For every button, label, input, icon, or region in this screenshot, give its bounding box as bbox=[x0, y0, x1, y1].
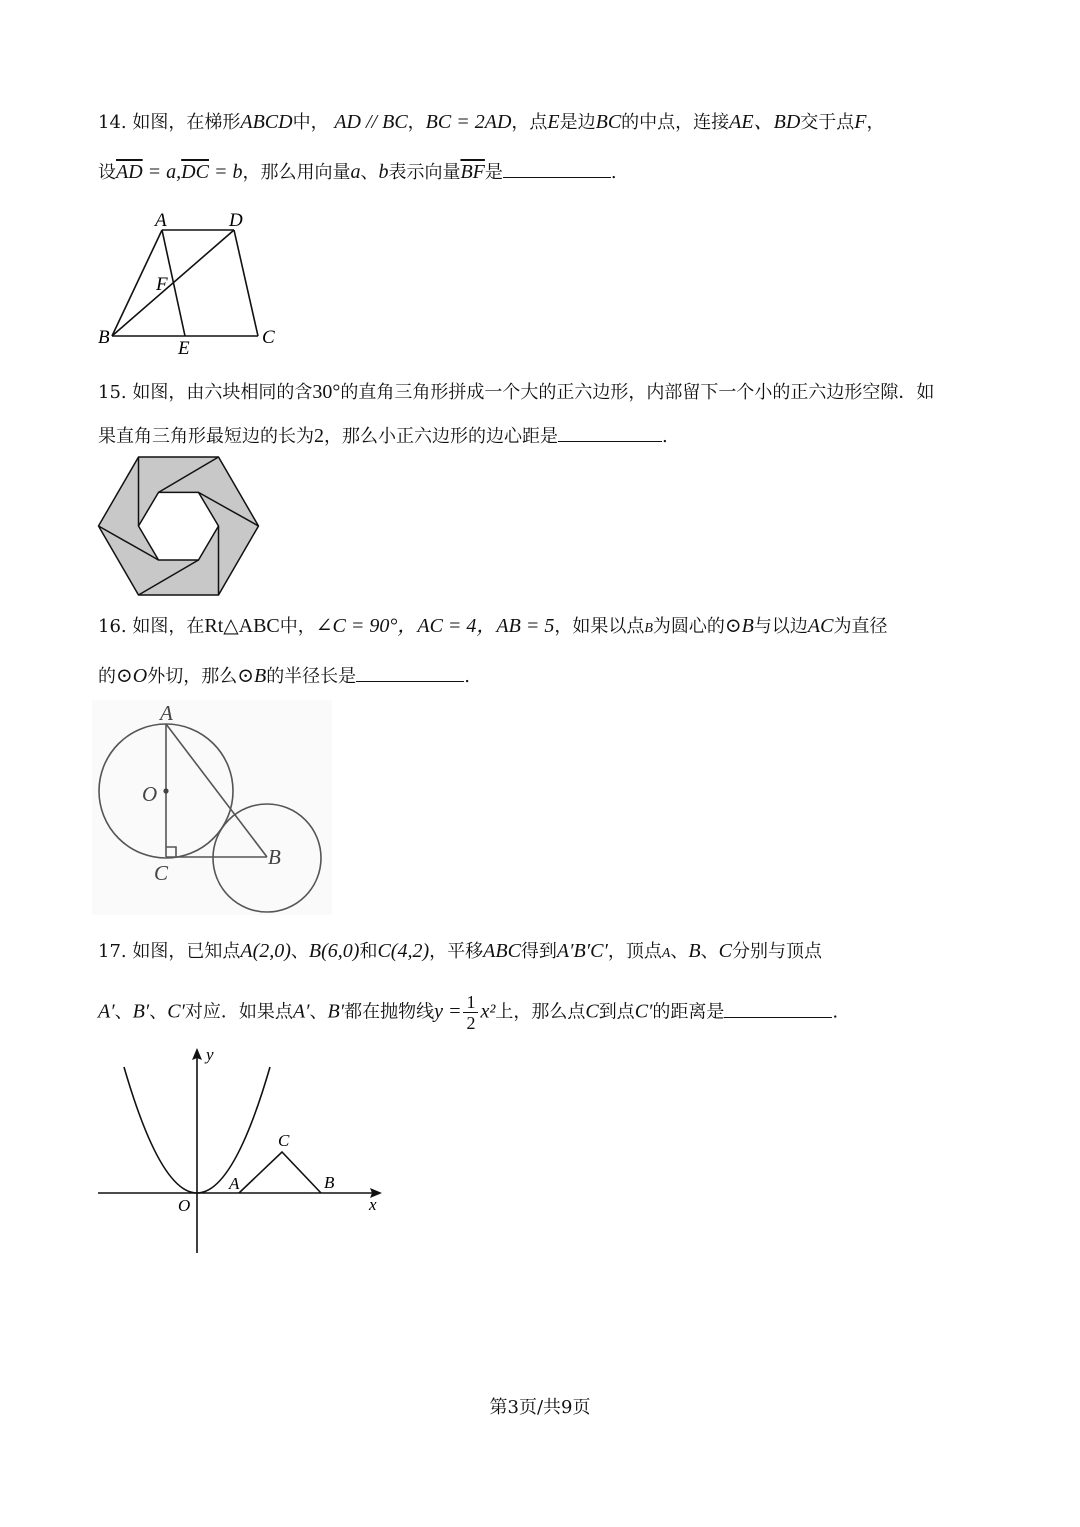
q15-line1: 15. 如图，由六块相同的含30°的直角三角形拼成一个大的正六边形，内部留下一个小的正六边形空隙．如 bbox=[98, 381, 935, 403]
q15-answer-blank[interactable] bbox=[558, 423, 662, 442]
q14-trapezoid-figure bbox=[92, 208, 292, 358]
q16-line1: 16. 如图，在Rt△ABC中，∠C = 90°，AC = 4，AB = 5，如果以点B为圆心的⊙B与以边AC为直径 bbox=[98, 615, 888, 637]
q16-line2: 的⊙O外切，那么⊙B的半径长是 . bbox=[98, 665, 470, 687]
q17-label-O: O bbox=[178, 1196, 191, 1215]
q16-answer-blank[interactable] bbox=[356, 663, 464, 682]
q14-number: 14. bbox=[98, 112, 127, 133]
q14-line1: 14. 如图，在梯形ABCD中， AD // BC，BC = 2AD，点E是边BC的中点，连接AE、BD交于点F， bbox=[98, 111, 885, 133]
q15-number: 15. bbox=[98, 382, 127, 403]
q15-line2: 果直角三角形最短边的长为2，那么小正六边形的边心距是 . bbox=[98, 425, 668, 447]
q14-answer-blank[interactable] bbox=[503, 159, 611, 178]
q16-number: 16. bbox=[98, 616, 127, 637]
q17-label-x: x bbox=[369, 1195, 377, 1214]
page-footer: 第3页/共9页 bbox=[489, 1397, 591, 1418]
q14-label-A: A bbox=[155, 210, 167, 231]
q17-label-C: C bbox=[278, 1131, 290, 1150]
q15-hexagon-figure bbox=[96, 454, 266, 604]
q14-label-E: E bbox=[178, 338, 190, 359]
q14-label-B: B bbox=[98, 327, 110, 348]
q16-circles-figure bbox=[92, 700, 332, 915]
q14-label-F: F bbox=[156, 274, 168, 295]
q17-line2: A′、B′、C′对应．如果点A′、B′都在抛物线y = $\frac{1}{2}$ x²上，那么点C到点C′的距离是 . bbox=[98, 992, 839, 1033]
q14-label-C: C bbox=[262, 327, 275, 348]
q17-line1: 17. 如图，已知点A(2,0)、B(6,0)和C(4,2)，平移ABC得到A′B′C′，顶点A、B、C分别与顶点 bbox=[98, 940, 822, 962]
q17-label-A: A bbox=[229, 1174, 240, 1193]
q17-number: 17. bbox=[98, 941, 127, 962]
q16-label-A: A bbox=[160, 701, 173, 725]
q17-parabola-figure bbox=[96, 1045, 396, 1260]
q17-label-B: B bbox=[324, 1173, 335, 1192]
q14-line2: 设$\overline{AD} = a,\overline{DC} = b$，那么用向量a、b表示向量$\overline{BF}$是 . bbox=[98, 161, 617, 183]
q16-label-O: O bbox=[142, 782, 158, 806]
q17-fraction: $\frac{1}{2}$ bbox=[463, 992, 478, 1033]
q16-label-C: C bbox=[154, 861, 169, 885]
q14-label-D: D bbox=[229, 210, 243, 231]
q16-label-B: B bbox=[268, 845, 281, 869]
q17-answer-blank[interactable] bbox=[724, 999, 832, 1018]
q17-label-y: y bbox=[206, 1045, 214, 1064]
